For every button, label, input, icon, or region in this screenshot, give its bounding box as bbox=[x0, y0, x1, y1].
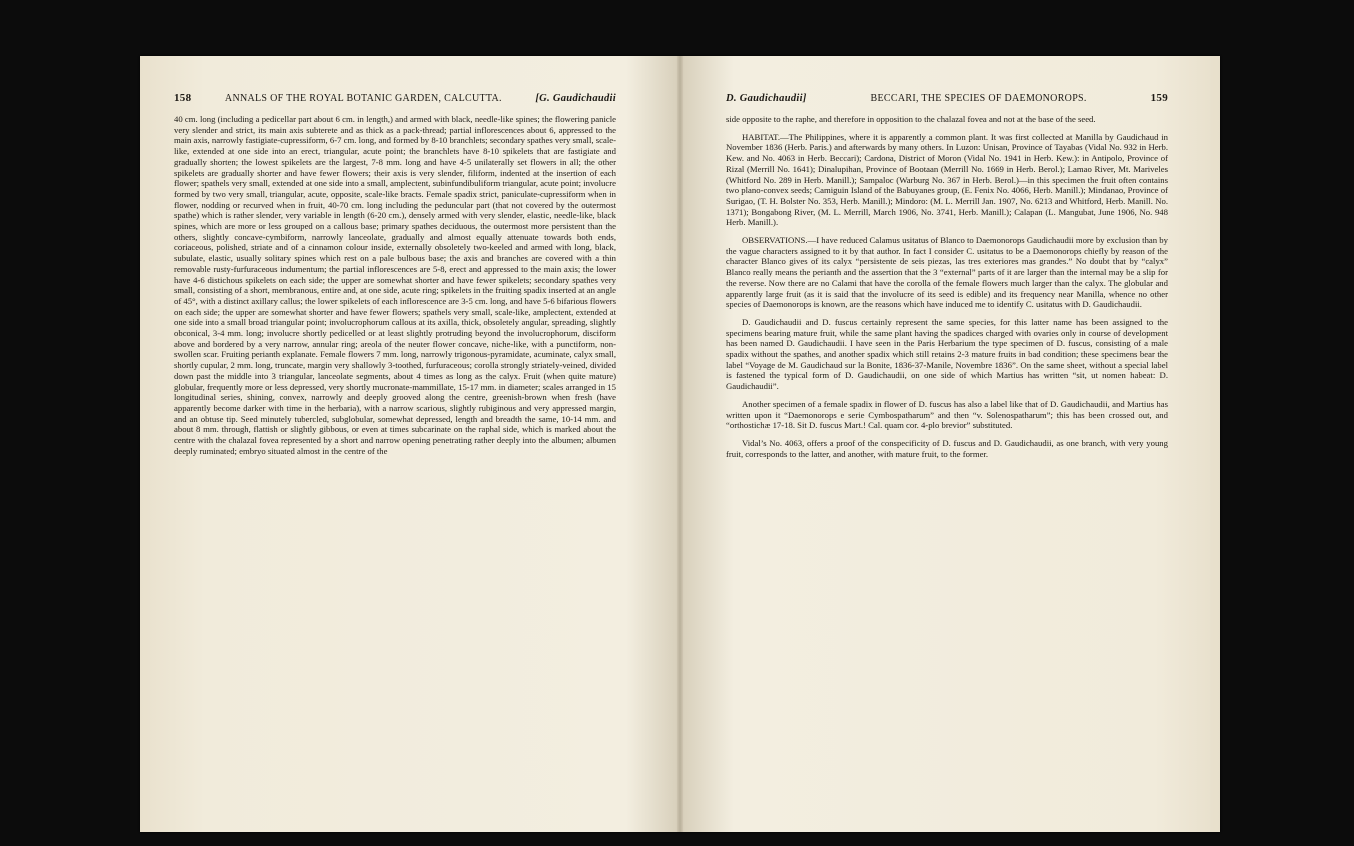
left-short-title: [G. Gaudichaudii bbox=[535, 93, 616, 104]
right-page bbox=[726, 92, 1168, 459]
right-short-title: D. Gaudichaudii] bbox=[726, 93, 807, 104]
left-running-title: ANNALS OF THE ROYAL BOTANIC GARDEN, CALCUTTA. bbox=[224, 93, 502, 104]
species-paragraph: D. Gaudichaudii and D. fuscus certainly represent the same species, for this latter name has been assigned to the specimens bearing mature fruit, while the same plant having the spadices charged with ovaries only in course of development has been named D. Gaudichaudii. I have seen in the Paris Herbarium the type specimen of D. fuscus, consisting of a male spadix without the spathes, and another spadix which still retains 2-3 mature fruits in bad condition; these specimens bear the label “Voyage de M. Gaudichaud sur la Bonite, 1836-37-Manile, Novembre 1836”. On the same sheet, without a special label is fastened the typical form of D. Gaudichaudii, on one side of which Martius has written “sit, ut nomen habeat: D. Gaudichaudii”. bbox=[726, 316, 1168, 392]
left-page-number: 158 bbox=[174, 92, 192, 104]
habitat-paragraph: HABITAT.—The Philippines, where it is apparently a common plant. It was first collected at Manilla by Gaudichaud in November 1836 (Herb. Paris.) and afterwards by many others. In Luzon: Unisan, Province of Tayabas (Vidal No. 932 in Herb. Kew. and No. 4063 in Herb. Beccari); Cardona, District of Moron (Vidal No. 1941 in Herb. Kew.): in Antipolo, Province of Rizal (Merrill No. 1641); Dinalupihan, Province of Bootaan (Merrill No. 1669 in Herb. Berol.); Lamao River, Mt. Mariveles (Whitford No. 289 in Herb. Manill.); Sampaloc (Warburg No. 367 in Herb. Berol.)—in this specimen the fruit often contains two plano-convex seeds; Camiguin Island of the Babuyanes group, (E. Fenix No. 4066, Herb. Manill.); Mindanao, Province of Surigao, (T. H. Bolster No. 353, Herb. Manill.); Mindoro: (M. L. Merrill Jan. 1907, No. 6213 and Whitford, Herb. Manill. No. 1371); Bongabong River, (M. L. Merrill, March 1906, No. 3741, Herb. Manill.); Calapan (L. Mangubat, June 1906, No. 948 Herb. Manill.). bbox=[726, 131, 1168, 228]
book-spine bbox=[677, 56, 683, 832]
left-paragraph: 40 cm. long (including a pedicellar part about 6 cm. in length,) and armed with black, needle-like spines; the flowering panicle very slender and strict, its main axis subterete and as thick as a pack-thread; partial inflorescences about 6, appressed to the main axis, narrowly fastigiate-cupressiform, 6-7 cm. long, and formed by 8-10 branchlets; secondary spathes very small, scale-like, extended at one side into an erect, triangular, acute point; the branchlets have 8-10 spikelets that are fastigiate and gradually shorten; the lowest spikelets are the largest, 7-8 mm. long and have 4-5 unilaterally set flowers in all; the other spikelets are gradually shorter and have fewer flowers; their axis is very slender, filiform, indented at the insertion of each flower; spathels very small, extended at one side into a small, amplectent, subinfundibuliform triangular, acute point; involucre formed by two very small, triangular, acute, opposite, scale-like bracts. Female spadix strict, paniculate-cupressiform when in flower, nodding or recurved when in fruit, 40-70 cm. long including the peduncular part (that not covered by the outermost spathe) which is rather slender, very variable in length (6-20 cm.), densely armed with very slender, elastic, needle-like, black spines, which are more or less grouped on a callous base; primary spathes deciduous, the outermost more persistent than the others, slightly concave-cymbiform, narrowly lanceolate, gradually and almost equally attenuate towards both ends, coriaceous, polished, striate and of a cinnamon colour inside, externally obsoletely two-keeled and armed with long, black, subulate, elastic, usually solitary spines which rest on a pale bulbous base; the axis and branches are covered with a thin removable rusty-furfuraceous indumentum; the partial inflorescences are 5-8, erect and appressed to the main axis; the lower have 4-6 distichous spikelets on each side; the upper are somewhat shorter and have fewer spikelets; secondary spathes very small, consisting of a short, membranous, entire and, at one side, acute ring; spikelets in the fruiting spadix inserted at an angle of 45°, with a distinct axillary callus; the lower spikelets of each inflorescence are 3-5 cm. long, and have 5-6 bifarious flowers on each side; the upper are somewhat shorter and have fewer flowers; spathels very small, scale-like, amplectent, extended at one side into a small broad triangular point; involucrophorum callous at its axilla, thick, obsoletely angular, spreading, slightly obconical, 3-4 mm. long; involucre shortly pedicelled or at least slightly protruding beyond the involucrophorum, disciform above and bordered by a very narrow, annular ring; areola of the neuter flower concave, niche-like, with a punctiform, non-swollen scar. Fruiting perianth explanate. Female flowers 7 mm. long, narrowly trigonous-pyramidate, acuminate, calyx small, shortly cupular, 2 mm. long, truncate, margin very shallowly 3-toothed, furfuraceous; corolla strongly striately-veined, divided down past the middle into 3 triangular, lanceolate segments, about 4 times as long as the calyx. Fruit (when quite mature) globular, frequently more or less depressed, very shortly mucronate-mammillate, 15-17 mm. in diameter; scales arranged in 15 longitudinal series, shining, convex, narrowly and deeply grooved along the centre, greenish-brown when fresh (have apparently become darker with time in the herbaria), with a narrow scarious, slightly rubiginous and very appressed margin, and an obtuse tip. Seed minutely tubercled, subglobular, somewhat depressed, length and breadth the same, 10-14 mm. and about 8 mm. through, flattish or slightly gibbous, or even at times subcarinate on the raphal side, which is marked about the centre with the chalazal fovea represented by a short and narrow opening penetrating rather deeply into the albumen; albumen deeply ruminated; embryo situated almost in the centre of the bbox=[174, 114, 616, 456]
book-spread bbox=[140, 56, 1220, 832]
vidal-paragraph: Vidal’s No. 4063, offers a proof of the conspecificity of D. fuscus and D. Gaudichaudii, as one branch, with very young fruit, corresponds to the latter, and another, with mature fruit, to the former. bbox=[726, 437, 1168, 459]
left-page bbox=[174, 92, 616, 457]
left-running-head bbox=[174, 92, 616, 104]
right-page-number: 159 bbox=[1150, 92, 1168, 104]
right-paragraph-continuation: side opposite to the raphe, and therefore in opposition to the chalazal fovea and not at the base of the seed. bbox=[726, 114, 1096, 124]
right-running-title: BECCARI, THE SPECIES OF DAEMONOROPS. bbox=[870, 93, 1087, 104]
observations-paragraph: OBSERVATIONS.—I have reduced Calamus usitatus of Blanco to Daemonorops Gaudichaudii more by exclusion than by the vague characters assigned to it by that author. In fact I consider C. usitatus to be a Daemonorops chiefly by reason of the character Blanco gives of its calyx “persistente de seis piezas, las tres exteriores mas grandes.” No doubt that by “calyx” Blanco really means the perianth and the assertion that the 3 “external” parts of it are larger than the internal may be a slip for the reverse. Now there are no Calami that have the corolla of the female flowers much larger than the calyx. The globular and apparently large fruit (as it is said that the involucre of its seed is edible) and its frequency near Manilla, whence no other species of Daemonorops is known, are the reasons which have induced me to identify C. usitatus with D. Gaudichaudii. bbox=[726, 235, 1168, 310]
specimen-paragraph: Another specimen of a female spadix in flower of D. fuscus has also a label like that of D. Gaudichaudii, and Martius has written upon it “Daemonorops e serie Cymbospatharum” and then “v. Solenospatharum”; this has been crossed out, and “orthostichæ 17-18. Sit D. fuscus Mart.! Cal. quam cor. 4-plo brevior” substituted. bbox=[726, 398, 1168, 431]
right-running-head bbox=[726, 92, 1168, 104]
